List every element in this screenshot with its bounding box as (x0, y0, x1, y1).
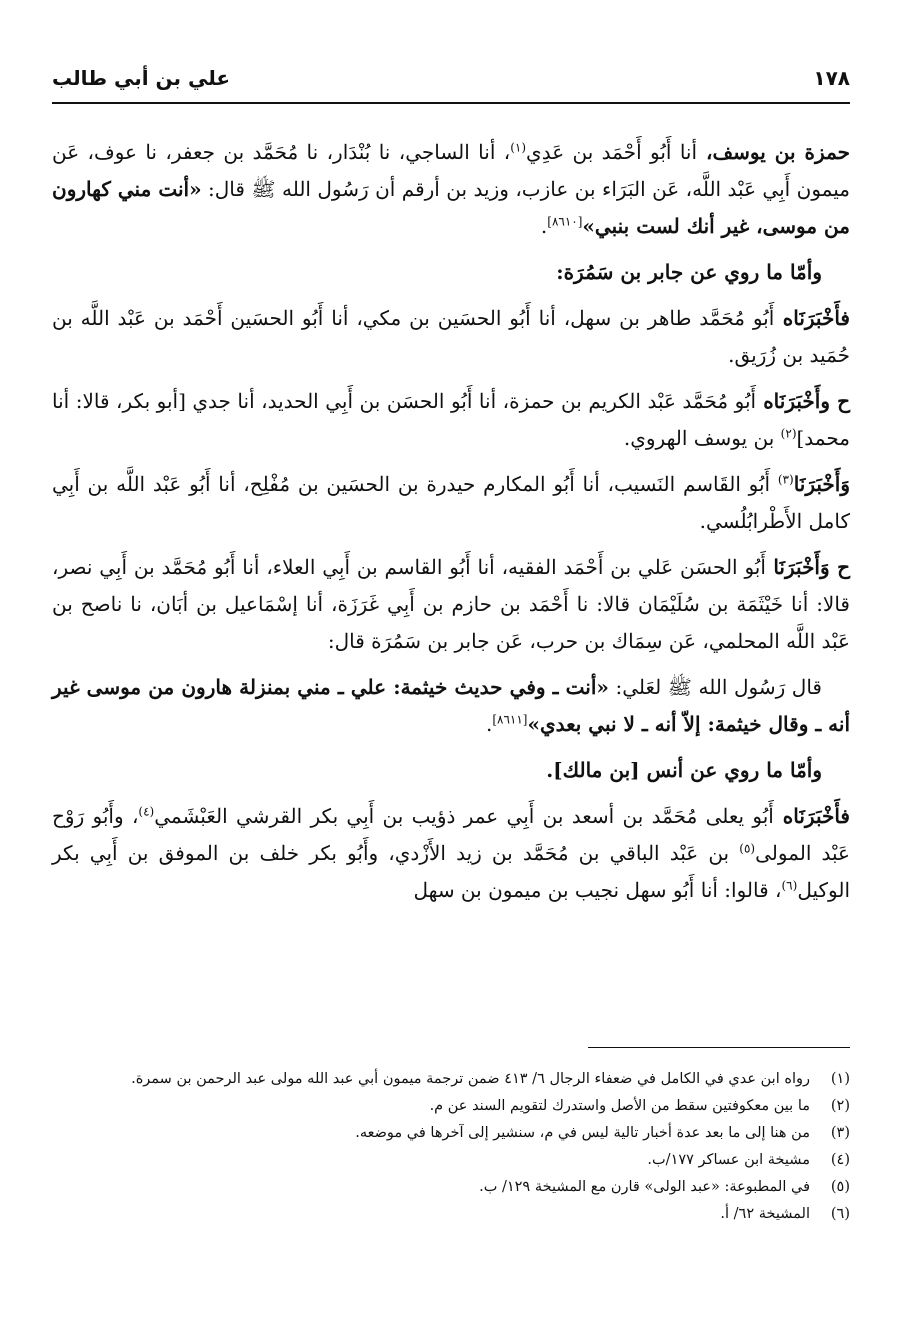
paragraph (52, 549, 850, 660)
footnotes (52, 1066, 850, 1228)
text-run: ، وأَبُو رَوْح عَبْد المولى (52, 804, 850, 865)
text-run: ، أنا الساجي، نا بُنْدَار، نا مُحَمَّد بن جعفر، نا عوف، عَن ميمون أَبِي عَبْد اللَّه، عَن البَرَاء بن عازب، وزيد بن أرقم أن رَسُول الله ﷺ قال: (52, 140, 850, 201)
footnote-ref: [٨٦١٠] (547, 214, 583, 229)
bold-text-run: «أنت ـ وفي حديث خيثمة: علي ـ مني بمنزلة هارون من موسى غير أنه ـ وقال خيثمة: إلاّ أنه ـ لا نبي بعدي» (52, 675, 850, 736)
paragraph (52, 752, 850, 789)
footnote-text: في المطبوعة: «عبد الولى» قارن مع المشيخة ١٢٩/ ب. (479, 1179, 810, 1195)
bold-text-run: فأَخْبَرَنَاه (774, 306, 850, 330)
text-run: ، قالوا: أنا أَبُو سهل نجيب بن ميمون بن سهل (413, 878, 782, 902)
footnote-number: (٢) (830, 1098, 850, 1114)
header-rule (52, 102, 850, 104)
footnote-number: (١) (830, 1071, 850, 1087)
bold-text-run: وَأَخْبَرَنَا (793, 472, 850, 496)
footnote-ref: (٥) (739, 841, 756, 856)
page-number: ١٧٨ (813, 66, 850, 90)
paragraph (52, 383, 850, 457)
text-run: بن يوسف الهروي. (623, 426, 781, 450)
bold-text-run: «أنت مني كهارون من موسى، غير أنك لست بنبي» (52, 177, 850, 238)
footnote-text: من هنا إلى ما بعد عدة أخبار تالية ليس في م، سنشير إلى آخرها في موضعه. (355, 1125, 810, 1141)
footnote (52, 1147, 850, 1174)
footnote-number: (٦) (830, 1206, 850, 1222)
text-run: أَبُو مُحَمَّد عَبْد الكريم بن حمزة، أنا أَبُو الحسَن بن أَبِي الحديد، أنا جدي [أبو بكر، قالا: أنا محمد] (52, 389, 850, 450)
footnote-ref: [٨٦١١] (492, 712, 528, 727)
footnote-text: رواه ابن عدي في الكامل في ضعفاء الرجال ٦/ ٤١٣ ضمن ترجمة ميمون أبي عبد الله مولى عبد الرحمن بن سمرة. (131, 1071, 810, 1087)
text-run: بن عَبْد الباقي بن مُحَمَّد بن زيد الأَزْدي، وأَبُو بكر خلف بن الموفق بن أَبِي بكر الوكيل (52, 841, 850, 902)
running-title: علي بن أبي طالب (52, 66, 231, 90)
text-run: أَبُو مُحَمَّد طاهر بن سهل، أنا أَبُو الحسَين بن مكي، أنا أَبُو الحسَين أَحْمَد بن عَبْد اللَّه بن حُمَيد بن زُرَيق. (52, 306, 850, 367)
bold-text-run: ح وَأَخْبَرَنَا (765, 555, 850, 579)
footnote (52, 1093, 850, 1120)
footnote-text: مشيخة ابن عساكر ١٧٧/ب. (647, 1152, 810, 1168)
page-header (52, 66, 850, 100)
footnote-number: (٥) (830, 1179, 850, 1195)
footnote-ref: (٦) (781, 878, 798, 893)
text-run: . (540, 214, 548, 238)
text-run: أَبُو الحسَن عَلي بن أَحْمَد الفقيه، أنا أَبُو القاسم بن أَبِي العلاء، أنا أَبُو مُحَمَّد بن أَبِي نصر، قالا: أنا خَيْثَمَة بن سُلَيْمَان قالا: نا أَحْمَد بن حازم بن أَبِي غَرَزَة، أنا إسْمَاعيل بن أبَان، نا ناصح بن عَبْد اللَّه المحلمي، عَن سِمَاك بن حرب، عَن جابر بن سَمُرَة قال: (52, 555, 850, 653)
text-run: أنا أَبُو أَحْمَد بن عَدِي (526, 140, 698, 164)
bold-text-run: حمزة بن يوسف، (697, 140, 851, 164)
paragraph (52, 300, 850, 374)
footnote (52, 1174, 850, 1201)
footnote-number: (٤) (830, 1152, 850, 1168)
text-run: أَبُو يعلى مُحَمَّد بن أسعد بن أَبِي عمر ذؤيب بن أَبِي بكر القرشي العَبْشَمي (154, 804, 774, 828)
footnote (52, 1120, 850, 1147)
paragraph (52, 254, 850, 291)
bold-text-run: ح وأَخْبَرَنَاه (756, 389, 850, 413)
paragraph (52, 798, 850, 909)
bold-text-run: وأمّا ما روي عن جابر بن سَمُرَة: (556, 260, 822, 284)
paragraph (52, 669, 850, 743)
text-run: . (485, 712, 493, 736)
footnote-separator (588, 1047, 850, 1048)
text-run: قال رَسُول الله ﷺ لعَلي: (608, 675, 822, 699)
main-text (52, 134, 850, 918)
footnote-text: ما بين معكوفتين سقط من الأصل واستدرك لتقويم السند عن م. (429, 1098, 810, 1114)
footnote (52, 1201, 850, 1228)
footnote-text: المشيخة ٦٢/ أ. (720, 1206, 810, 1222)
paragraph (52, 466, 850, 540)
footnote-ref: (٤) (138, 804, 155, 819)
bold-text-run: وأمّا ما روي عن أنس [بن مالك]. (546, 758, 822, 782)
footnote-ref: (١) (510, 140, 527, 155)
footnote (52, 1066, 850, 1093)
paragraph (52, 134, 850, 245)
text-run: أَبُو القَاسم النَسيب، أنا أَبُو المكارم حيدرة بن الحسَين بن مُفْلِح، أنا أَبُو عَبْد اللَّه بن أَبِي كامل الأَطْرابُلُسي. (52, 472, 850, 533)
bold-text-run: فأَخْبَرَنَاه (773, 804, 850, 828)
footnote-ref: (٣) (777, 472, 794, 487)
footnote-number: (٣) (830, 1125, 850, 1141)
footnote-ref: (٢) (780, 426, 797, 441)
